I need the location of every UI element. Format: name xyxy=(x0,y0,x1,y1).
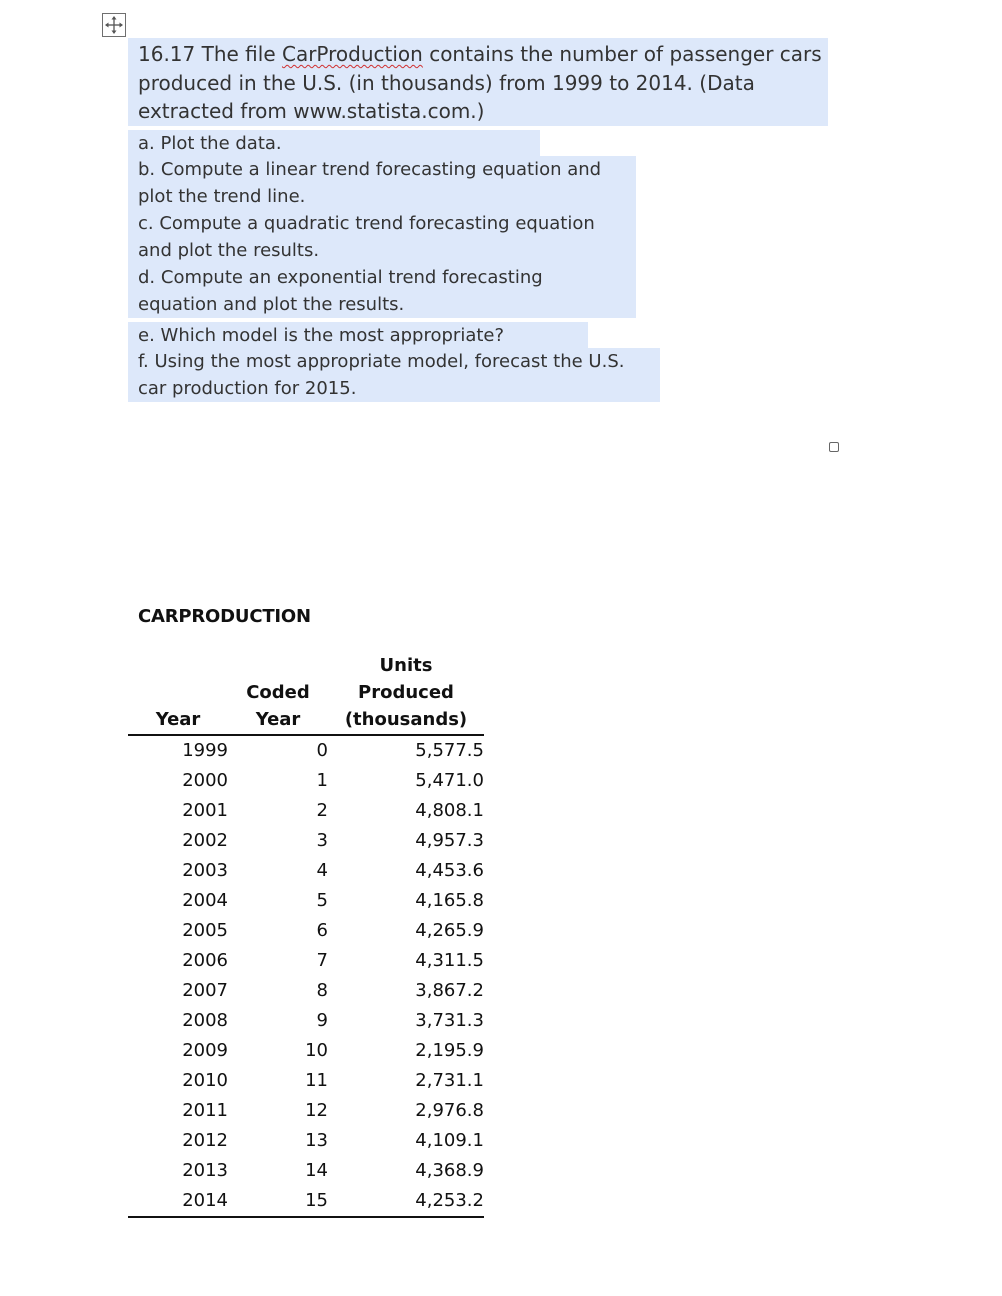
header-units-produced: Units Produced (thousands) xyxy=(328,652,484,735)
table-title: CARPRODUCTION xyxy=(138,606,311,627)
cell-year: 2007 xyxy=(182,980,228,1001)
cell-coded-year: 12 xyxy=(305,1100,328,1121)
cell-units: 5,471.0 xyxy=(415,770,484,791)
cell-units: 4,109.1 xyxy=(415,1130,484,1151)
cell-coded-year: 11 xyxy=(305,1070,328,1091)
cell-units: 4,368.9 xyxy=(415,1160,484,1181)
table-row xyxy=(128,886,484,916)
resize-handle-icon[interactable] xyxy=(829,442,839,452)
cell-year: 2008 xyxy=(182,1010,228,1031)
cell-units: 4,165.8 xyxy=(415,890,484,911)
cell-year: 2004 xyxy=(182,890,228,911)
table-body xyxy=(128,735,484,1217)
cell-units: 3,867.2 xyxy=(415,980,484,1001)
cell-units: 5,577.5 xyxy=(415,740,484,761)
cell-units: 2,976.8 xyxy=(415,1100,484,1121)
move-arrows-icon xyxy=(103,14,125,36)
cell-coded-year: 7 xyxy=(316,950,328,971)
cell-units: 4,808.1 xyxy=(415,800,484,821)
cell-units: 2,195.9 xyxy=(415,1040,484,1061)
table-row xyxy=(128,1126,484,1156)
table-row xyxy=(128,826,484,856)
header-year: Year xyxy=(128,652,228,735)
table-row xyxy=(128,1156,484,1186)
cell-year: 2009 xyxy=(182,1040,228,1061)
table-row xyxy=(128,1006,484,1036)
cell-units: 4,265.9 xyxy=(415,920,484,941)
cell-units: 4,453.6 xyxy=(415,860,484,881)
table-row xyxy=(128,856,484,886)
cell-units: 4,253.2 xyxy=(328,1186,484,1217)
cell-year: 2005 xyxy=(182,920,228,941)
cell-year: 1999 xyxy=(182,740,228,761)
table-row xyxy=(128,735,484,766)
table-header-row xyxy=(128,652,484,735)
table-row xyxy=(128,976,484,1006)
cell-coded-year: 0 xyxy=(316,740,328,761)
cell-year: 2006 xyxy=(182,950,228,971)
cell-coded-year: 6 xyxy=(316,920,328,941)
table-row xyxy=(128,766,484,796)
intro-filename: CarProduction xyxy=(281,42,423,66)
cell-units: 4,311.5 xyxy=(415,950,484,971)
intro-suffix-text: contains the number of passenger cars produced in the U.S. (in thousands) from 1999 to 2014. (Data extracted from www.statista.com.) xyxy=(138,42,822,123)
table-row xyxy=(128,1186,484,1217)
cell-coded-year: 13 xyxy=(305,1130,328,1151)
intro-prefix-text: 16.17 The file xyxy=(138,42,282,66)
cell-coded-year: 9 xyxy=(316,1010,328,1031)
part-f: f. Using the most appropriate model, forecast the U.S. car production for 2015. xyxy=(138,351,625,399)
part-e: e. Which model is the most appropriate? xyxy=(138,325,505,346)
cell-units: 2,731.1 xyxy=(415,1070,484,1091)
cell-year: 2002 xyxy=(182,830,228,851)
cell-units: 3,731.3 xyxy=(415,1010,484,1031)
table-row xyxy=(128,796,484,826)
cell-year: 2014 xyxy=(128,1186,228,1217)
cell-units: 4,957.3 xyxy=(415,830,484,851)
cell-year: 2012 xyxy=(182,1130,228,1151)
problem-intro xyxy=(138,40,828,126)
table-move-handle[interactable] xyxy=(102,13,126,37)
cell-year: 2011 xyxy=(182,1100,228,1121)
table-row xyxy=(128,916,484,946)
part-a: a. Plot the data. xyxy=(138,133,282,154)
header-coded-year: Coded Year xyxy=(228,652,328,735)
cell-coded-year: 5 xyxy=(316,890,328,911)
cell-coded-year: 10 xyxy=(305,1040,328,1061)
cell-coded-year: 8 xyxy=(316,980,328,1001)
cell-year: 2013 xyxy=(182,1160,228,1181)
cell-year: 2001 xyxy=(182,800,228,821)
cell-coded-year: 4 xyxy=(316,860,328,881)
cell-coded-year: 14 xyxy=(305,1160,328,1181)
car-production-table xyxy=(128,652,484,1218)
cell-year: 2003 xyxy=(182,860,228,881)
part-b: b. Compute a linear trend forecasting equation and plot the trend line. xyxy=(138,159,602,207)
table-row xyxy=(128,1066,484,1096)
table-row xyxy=(128,1036,484,1066)
cell-coded-year: 15 xyxy=(228,1186,328,1217)
part-d: d. Compute an exponential trend forecasting equation and plot the results. xyxy=(138,267,543,315)
cell-coded-year: 3 xyxy=(316,830,328,851)
table-row xyxy=(128,946,484,976)
cell-year: 2010 xyxy=(182,1070,228,1091)
table-row xyxy=(128,1096,484,1126)
cell-coded-year: 1 xyxy=(316,770,328,791)
cell-coded-year: 2 xyxy=(316,800,328,821)
part-c: c. Compute a quadratic trend forecasting equation and plot the results. xyxy=(138,213,595,261)
cell-year: 2000 xyxy=(182,770,228,791)
